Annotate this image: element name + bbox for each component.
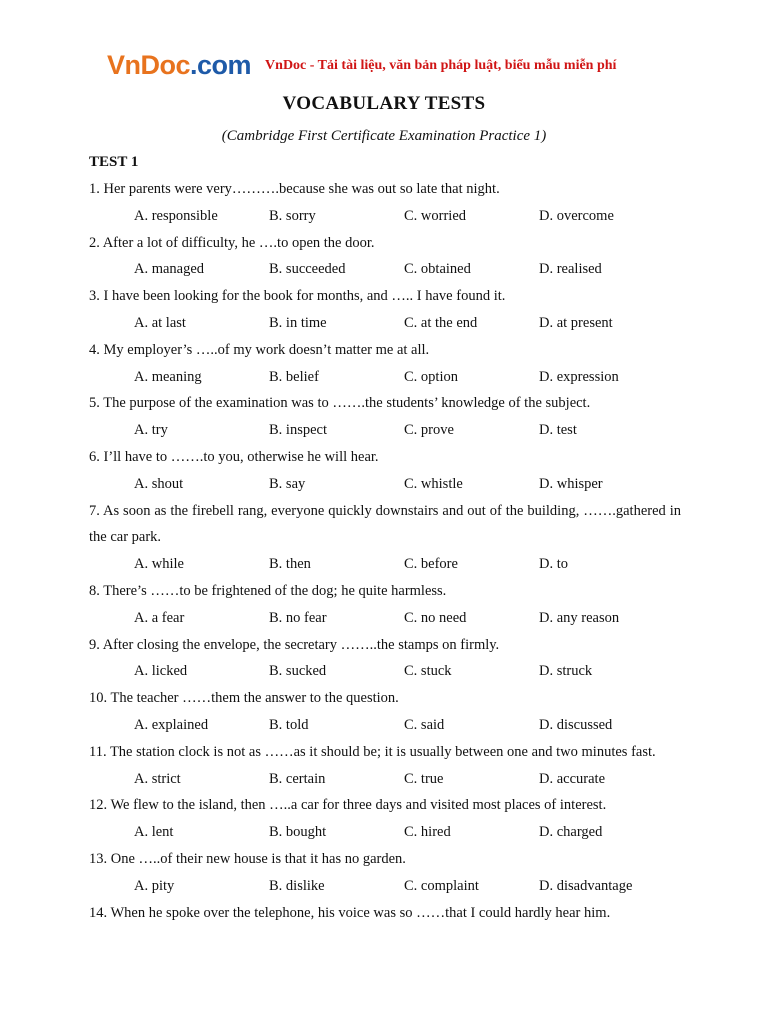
header-tagline: VnDoc - Tải tài liệu, văn bản pháp luật, biểu mẫu miễn phí	[265, 57, 617, 73]
answer-option: B. sucked	[269, 663, 327, 680]
answer-option: D. to	[539, 556, 568, 573]
vndoc-logo[interactable]	[107, 50, 251, 81]
answer-option: A. explained	[134, 716, 209, 733]
answer-option: B. dislike	[269, 877, 325, 894]
answer-option: D. test	[539, 422, 577, 439]
answer-option: C. hired	[404, 824, 451, 841]
answer-option: C. no need	[404, 609, 467, 626]
question-text: 2. After a lot of difficulty, he ….to open the door.	[89, 234, 375, 251]
answer-option: D. accurate	[539, 770, 606, 787]
question-item	[89, 283, 681, 337]
test-label: TEST 1	[89, 154, 139, 170]
answer-options	[89, 873, 681, 900]
question-item	[89, 498, 681, 578]
answer-option: A. shout	[134, 475, 184, 492]
question-text: 11. The station clock is not as ……as it should be; it is usually between one and two minutes fast.	[89, 743, 656, 760]
answer-option: D. any reason	[539, 609, 620, 626]
answer-option: A. try	[134, 422, 168, 439]
question-item	[89, 900, 681, 927]
answer-option: D. struck	[539, 663, 593, 680]
question-item	[89, 632, 681, 686]
answer-option: A. licked	[134, 663, 188, 680]
answer-option: C. stuck	[404, 663, 452, 680]
answer-option: B. no fear	[269, 609, 327, 626]
answer-option: D. charged	[539, 824, 603, 841]
answer-option: C. option	[404, 368, 458, 385]
question-item	[89, 685, 681, 739]
answer-option: C. whistle	[404, 475, 463, 492]
answer-option: C. complaint	[404, 877, 479, 894]
question-text: 13. One …..of their new house is that it has no garden.	[89, 850, 406, 867]
answer-options	[89, 551, 681, 578]
answer-option: B. told	[269, 716, 309, 733]
answer-option: C. obtained	[404, 261, 471, 278]
answer-option: A. while	[134, 556, 184, 573]
question-item	[89, 444, 681, 498]
answer-option: B. inspect	[269, 422, 327, 439]
answer-option: B. sorry	[269, 207, 316, 224]
question-item	[89, 176, 681, 230]
answer-option: C. before	[404, 556, 458, 573]
answer-option: B. bought	[269, 824, 327, 841]
answer-option: A. lent	[134, 824, 174, 841]
answer-option: B. say	[269, 475, 306, 492]
answer-options	[89, 310, 681, 337]
question-text: 7. As soon as the firebell rang, everyone quickly downstairs and out of the building, …….gathered in the car park.	[89, 502, 681, 546]
question-item	[89, 230, 681, 284]
question-text: 3. I have been looking for the book for months, and ….. I have found it.	[89, 288, 506, 305]
logo-text-primary: VnDoc	[107, 50, 191, 80]
answer-option: A. at last	[134, 314, 186, 331]
question-item	[89, 739, 681, 793]
page-subtitle: (Cambridge First Certificate Examination Practice 1)	[221, 128, 547, 144]
question-item	[89, 578, 681, 632]
header	[107, 50, 616, 84]
question-text: 9. After closing the envelope, the secretary ……..the stamps on firmly.	[89, 636, 500, 653]
answer-option: A. meaning	[134, 368, 202, 385]
answer-option: C. true	[404, 770, 444, 787]
answer-option: C. at the end	[404, 314, 478, 331]
answer-option: B. then	[269, 556, 311, 573]
question-text: 1. Her parents were very……….because she was out so late that night.	[89, 181, 500, 197]
answer-options	[89, 203, 681, 230]
question-text: 12. We flew to the island, then …..a car for three days and visited most places of interest.	[89, 797, 607, 814]
page-title: VOCABULARY TESTS	[282, 93, 486, 114]
question-item	[89, 390, 681, 444]
answer-option: C. worried	[404, 207, 467, 224]
answer-option: D. realised	[539, 261, 602, 278]
answer-option: A. pity	[134, 877, 175, 894]
question-text: 10. The teacher ……them the answer to the question.	[89, 690, 399, 707]
question-item	[89, 846, 681, 900]
answer-option: D. disadvantage	[539, 877, 633, 894]
answer-options	[89, 256, 681, 283]
answer-options	[89, 471, 681, 498]
answer-options	[89, 364, 681, 391]
answer-options	[89, 712, 681, 739]
question-text: 6. I’ll have to …….to you, otherwise he will hear.	[89, 448, 379, 465]
answer-option: D. expression	[539, 368, 619, 385]
answer-option: C. said	[404, 716, 445, 733]
answer-options	[89, 766, 681, 793]
answer-options	[89, 417, 681, 444]
question-list	[89, 176, 681, 926]
answer-options	[89, 605, 681, 632]
question-text: 5. The purpose of the examination was to …….the students’ knowledge of the subject.	[89, 395, 591, 412]
answer-option: B. belief	[269, 368, 319, 385]
logo-text-secondary: .com	[190, 50, 252, 80]
answer-option: B. succeeded	[269, 261, 346, 278]
answer-option: D. discussed	[539, 716, 613, 733]
question-text: 14. When he spoke over the telephone, his voice was so ……that I could hardly hear him.	[89, 904, 611, 921]
question-item	[89, 337, 681, 391]
answer-option: B. certain	[269, 770, 326, 787]
question-text: 4. My employer’s …..of my work doesn’t matter me at all.	[89, 341, 430, 358]
answer-option: D. whisper	[539, 475, 603, 492]
answer-option: A. responsible	[134, 207, 218, 224]
answer-options	[89, 658, 681, 685]
answer-options	[89, 819, 681, 846]
answer-option: A. strict	[134, 770, 181, 787]
answer-option: C. prove	[404, 422, 454, 439]
answer-option: A. managed	[134, 261, 205, 278]
answer-option: B. in time	[269, 314, 327, 331]
answer-option: A. a fear	[134, 609, 185, 626]
answer-option: D. overcome	[539, 207, 614, 224]
answer-option: D. at present	[539, 314, 613, 331]
question-item	[89, 792, 681, 846]
question-text: 8. There’s ……to be frightened of the dog; he quite harmless.	[89, 582, 447, 599]
